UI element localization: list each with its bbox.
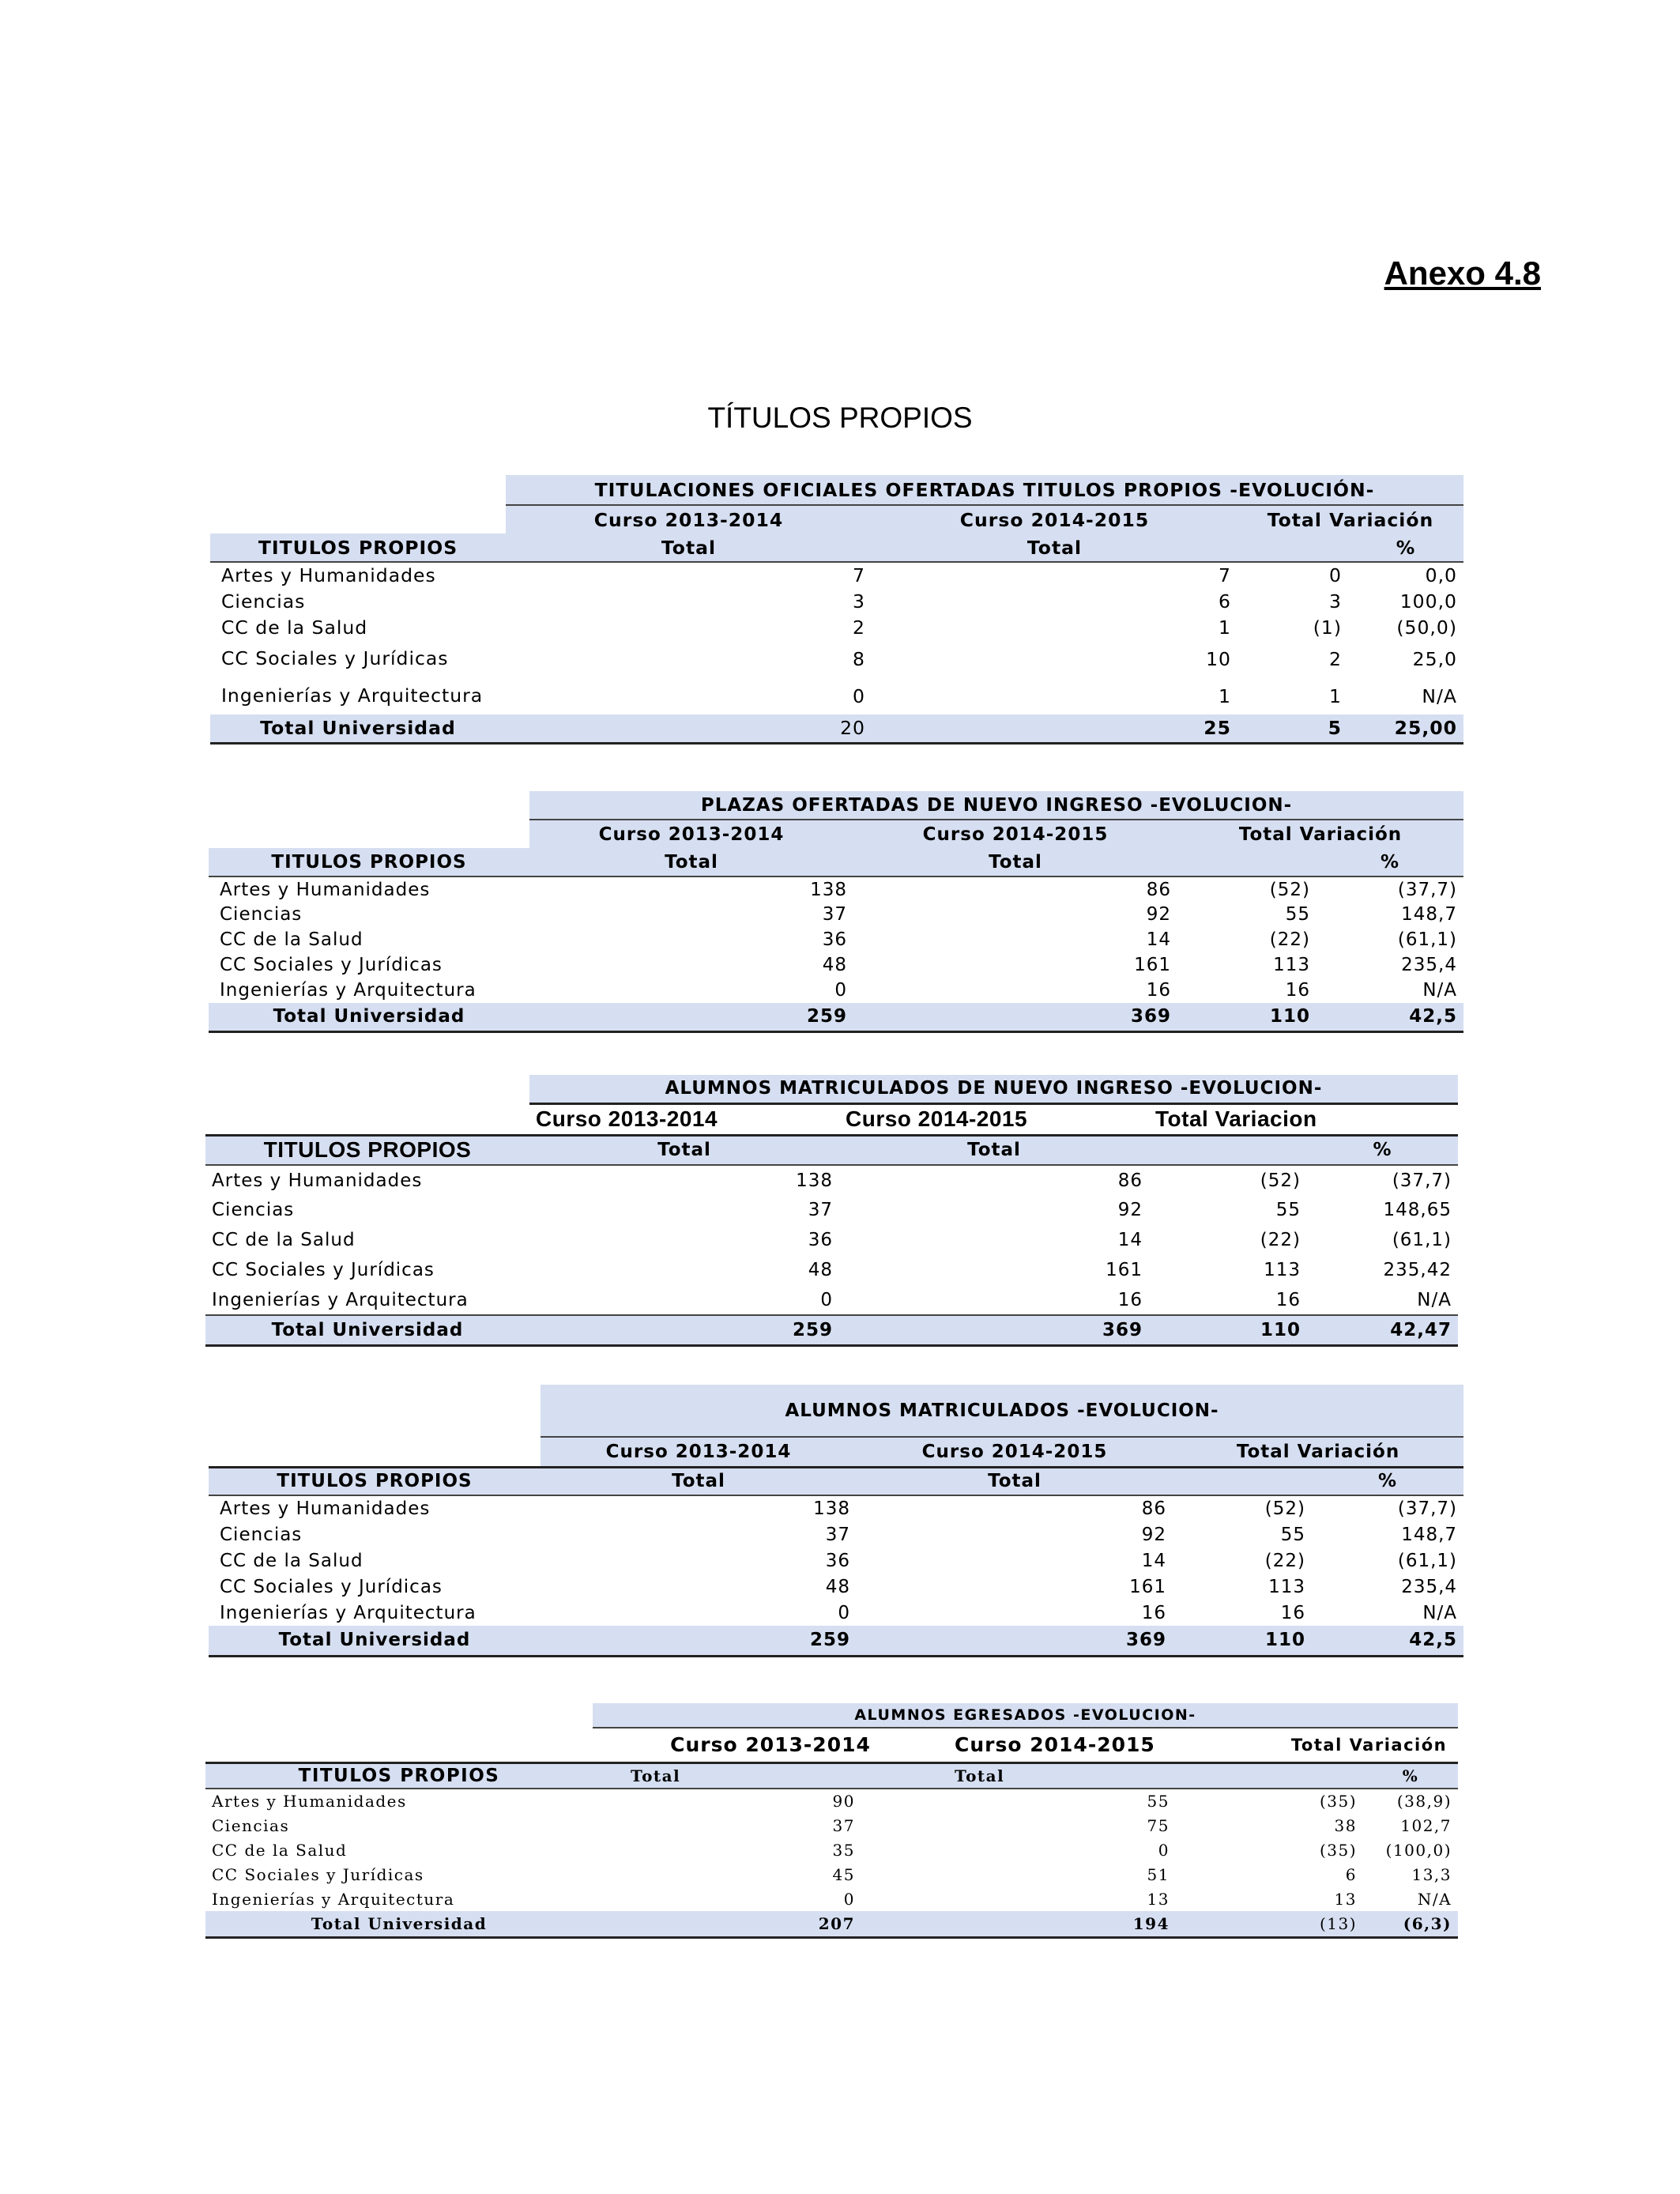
period-header: Total Variacion <box>1155 1106 1317 1131</box>
cell: 37 <box>808 1200 833 1220</box>
cell: 14 <box>1117 1230 1143 1250</box>
period-header: Total Variación <box>1237 505 1463 533</box>
cell: 14 <box>1146 929 1171 950</box>
subheader: % <box>1348 533 1463 562</box>
row-label: Ciencias <box>212 1815 290 1835</box>
subheader: Total <box>529 848 853 876</box>
row-label: Artes y Humanidades <box>221 564 436 586</box>
row-label: Artes y Humanidades <box>212 1170 423 1191</box>
total-cell: 259 <box>809 1630 850 1651</box>
cell: (1) <box>1313 616 1342 639</box>
annex-label: Anexo 4.8 <box>1384 254 1541 292</box>
total-cell: 369 <box>1102 1319 1143 1340</box>
total-cell: 369 <box>1130 1006 1171 1027</box>
cell: 13,3 <box>1411 1864 1452 1884</box>
cell: 92 <box>1146 904 1171 925</box>
cell: 161 <box>1129 1576 1166 1597</box>
cell: 48 <box>822 955 847 975</box>
cell: 16 <box>1146 980 1171 1001</box>
cell: (35) <box>1319 1840 1357 1860</box>
row-label: CC Sociales y Jurídicas <box>212 1864 424 1884</box>
cell: (37,7) <box>1397 1498 1458 1519</box>
table-row <box>210 677 1463 714</box>
row-header: TITULOS PROPIOS <box>205 1762 593 1789</box>
period-header: Total Variación <box>1173 1437 1463 1467</box>
period-header: Curso 2013-2014 <box>536 1106 718 1131</box>
cell: 2 <box>853 616 865 639</box>
table-row <box>209 978 1463 1003</box>
row-label: Ingenierías y Arquitectura <box>205 1285 529 1315</box>
cell: 113 <box>1273 955 1310 975</box>
cell: 55 <box>1147 1792 1170 1811</box>
period-header: Curso 2013-2014 <box>506 505 872 533</box>
cell: 16 <box>839 1285 1149 1315</box>
row-header: TITULOS PROPIOS <box>209 848 529 876</box>
period-header: Curso 2013-2014 <box>529 820 853 848</box>
cell: (50,0) <box>1396 616 1457 639</box>
cell: 235,42 <box>1383 1260 1452 1280</box>
table-row <box>205 1285 1458 1315</box>
row-label: Artes y Humanidades <box>220 1498 431 1519</box>
row-label: Ciencias <box>220 904 303 925</box>
row-label: Ingenierías y Arquitectura <box>221 684 484 707</box>
total-row <box>205 1911 1458 1937</box>
cell: 0,0 <box>1425 564 1457 586</box>
period-header: Curso 2014-2015 <box>853 820 1177 848</box>
subheader: Total <box>593 1762 948 1789</box>
subheader: % <box>1317 848 1463 876</box>
table-row <box>209 902 1463 927</box>
row-header: TITULOS PROPIOS <box>210 533 506 562</box>
cell: 0 <box>529 1285 839 1315</box>
cell: 161 <box>1106 1260 1143 1280</box>
cell: 48 <box>825 1576 850 1597</box>
period-header: Curso 2014-2015 <box>948 1728 1280 1762</box>
row-label: CC de la Salud <box>220 1550 363 1571</box>
table-row <box>210 562 1463 588</box>
table-title: PLAZAS OFERTADAS DE NUEVO INGRESO -EVOLUCION- <box>529 791 1463 820</box>
row-label: Artes y Humanidades <box>220 879 431 900</box>
cell: 10 <box>1206 647 1231 670</box>
total-cell: 42,47 <box>1390 1319 1452 1340</box>
total-cell: 20 <box>840 717 865 740</box>
total-row <box>210 714 1463 743</box>
cell: 1 <box>1219 616 1231 639</box>
table-row <box>205 1195 1458 1225</box>
table-egresados <box>205 1703 1458 1939</box>
subheader: % <box>1312 1467 1463 1495</box>
cell: 48 <box>808 1260 833 1280</box>
cell: (37,7) <box>1392 1170 1452 1191</box>
cell: 3 <box>853 590 865 613</box>
cell: 235,4 <box>1401 955 1458 975</box>
period-header: Curso 2014-2015 <box>857 1437 1173 1467</box>
cell: 37 <box>822 904 847 925</box>
cell: 1 <box>1219 684 1231 707</box>
cell: 90 <box>832 1792 855 1811</box>
cell: 138 <box>810 879 847 900</box>
row-label: Ingenierías y Arquitectura <box>220 980 477 1001</box>
cell: 55 <box>1280 1524 1305 1545</box>
cell: (37,7) <box>1397 879 1458 900</box>
row-label: Ciencias <box>220 1524 303 1545</box>
cell: (61,1) <box>1397 929 1458 950</box>
total-label: Total Universidad <box>271 1319 464 1340</box>
subheader: Total <box>506 533 872 562</box>
table-row <box>209 1521 1463 1547</box>
cell: 138 <box>813 1498 850 1519</box>
cell: 14 <box>1141 1550 1166 1571</box>
cell: 0 <box>1158 1840 1170 1860</box>
cell: 92 <box>1117 1200 1143 1220</box>
table-row <box>205 1862 1458 1887</box>
table-row <box>210 614 1463 640</box>
table-row <box>205 1225 1458 1255</box>
cell: 100,0 <box>1399 590 1457 613</box>
cell: 25,0 <box>1412 647 1457 670</box>
cell: (52) <box>1269 879 1310 900</box>
cell: 86 <box>1117 1170 1143 1191</box>
cell: 113 <box>1268 1576 1305 1597</box>
total-cell: 194 <box>1132 1913 1170 1933</box>
cell: (22) <box>1269 929 1310 950</box>
table-row <box>205 1838 1458 1862</box>
subheader: Total <box>948 1762 1280 1789</box>
cell: 2 <box>1329 647 1342 670</box>
cell: N/A <box>1422 684 1457 707</box>
cell: (61,1) <box>1392 1230 1452 1250</box>
cell: 0 <box>834 980 847 1001</box>
total-cell: 110 <box>1260 1319 1301 1340</box>
table-row <box>209 1574 1463 1600</box>
cell: 37 <box>825 1524 850 1545</box>
table-matriculados-nuevo-ingreso <box>205 1075 1458 1347</box>
cell: 1 <box>1329 684 1342 707</box>
total-cell: 25,00 <box>1394 717 1457 740</box>
subheader: Total <box>853 848 1177 876</box>
row-header: TITULOS PROPIOS <box>209 1467 541 1495</box>
cell: N/A <box>1307 1285 1458 1315</box>
period-header: Curso 2013-2014 <box>593 1728 948 1762</box>
cell: 86 <box>1146 879 1171 900</box>
cell: 0 <box>1329 564 1342 586</box>
cell: 92 <box>1141 1524 1166 1545</box>
total-cell: 110 <box>1264 1630 1305 1651</box>
cell: 138 <box>796 1170 833 1191</box>
cell: 0 <box>853 684 865 707</box>
cell: 35 <box>832 1840 855 1860</box>
cell: (52) <box>1260 1170 1301 1191</box>
cell: (35) <box>1319 1792 1357 1811</box>
period-header: Total Variación <box>1280 1728 1458 1762</box>
table-row <box>205 1789 1458 1813</box>
cell: 0 <box>838 1602 850 1623</box>
cell: N/A <box>1422 1602 1458 1623</box>
subheader: Total <box>857 1467 1173 1495</box>
row-label: Artes y Humanidades <box>212 1792 407 1811</box>
cell: 86 <box>1141 1498 1166 1519</box>
total-cell: (13) <box>1319 1913 1357 1933</box>
cell: 148,65 <box>1383 1200 1452 1220</box>
cell: N/A <box>1422 980 1458 1001</box>
cell: 7 <box>1219 564 1231 586</box>
total-label: Total Universidad <box>273 1006 465 1027</box>
cell: 16 <box>1141 1602 1166 1623</box>
cell: 161 <box>1134 955 1171 975</box>
table-row <box>205 1255 1458 1285</box>
cell: 0 <box>843 1889 855 1909</box>
total-row <box>205 1315 1458 1345</box>
row-label: CC Sociales y Jurídicas <box>221 647 449 669</box>
total-cell: 259 <box>792 1319 833 1340</box>
cell: 102,7 <box>1400 1815 1452 1835</box>
subheader: Total <box>529 1135 839 1165</box>
cell: (61,1) <box>1397 1550 1458 1571</box>
table-row <box>210 588 1463 614</box>
row-label: CC de la Salud <box>212 1230 356 1250</box>
table-matriculados <box>209 1385 1463 1657</box>
total-cell: 5 <box>1328 717 1342 740</box>
total-cell: (6,3) <box>1403 1913 1452 1933</box>
cell: 45 <box>832 1864 855 1884</box>
subheader: Total <box>839 1135 1149 1165</box>
cell: 7 <box>853 564 865 586</box>
row-label: Ciencias <box>221 590 306 613</box>
cell: (100,0) <box>1385 1840 1452 1860</box>
table-row <box>210 640 1463 677</box>
total-row <box>209 1003 1463 1031</box>
row-label: CC de la Salud <box>212 1840 348 1860</box>
total-row <box>209 1626 1463 1656</box>
cell: 55 <box>1275 1200 1301 1220</box>
cell: 13 <box>1147 1889 1170 1909</box>
cell: 38 <box>1334 1815 1357 1835</box>
total-cell: 259 <box>806 1006 847 1027</box>
period-header: Curso 2014-2015 <box>872 505 1237 533</box>
table-row <box>205 1813 1458 1838</box>
cell: 148,7 <box>1401 904 1458 925</box>
total-cell: 42,5 <box>1409 1630 1458 1651</box>
table-title: TITULACIONES OFICIALES OFERTADAS TITULOS PROPIOS -EVOLUCIÓN- <box>506 475 1463 505</box>
cell: (38,9) <box>1396 1792 1452 1811</box>
row-label: CC Sociales y Jurídicas <box>220 1576 443 1597</box>
subheader: Total <box>541 1467 857 1495</box>
row-label: CC Sociales y Jurídicas <box>220 955 443 975</box>
row-label: Ingenierías y Arquitectura <box>212 1889 455 1909</box>
cell: 113 <box>1264 1260 1301 1280</box>
table-titulaciones-ofertadas <box>210 475 1463 745</box>
cell: (22) <box>1260 1230 1301 1250</box>
subheader: % <box>1363 1762 1458 1789</box>
table-row <box>205 1165 1458 1195</box>
total-label: Total Universidad <box>311 1913 488 1933</box>
table-row <box>205 1887 1458 1911</box>
cell: 235,4 <box>1401 1576 1458 1597</box>
row-label: Ingenierías y Arquitectura <box>220 1602 477 1623</box>
row-header: TITULOS PROPIOS <box>205 1135 529 1165</box>
total-cell: 369 <box>1125 1630 1166 1651</box>
row-label: CC Sociales y Jurídicas <box>212 1260 435 1280</box>
table-row <box>209 1495 1463 1521</box>
cell: 16 <box>1149 1285 1307 1315</box>
cell: 6 <box>1219 590 1231 613</box>
table-plazas-ofertadas <box>209 791 1463 1033</box>
table-row <box>209 1600 1463 1626</box>
table-title: ALUMNOS MATRICULADOS DE NUEVO INGRESO -EVOLUCION- <box>529 1075 1458 1103</box>
cell: (22) <box>1264 1550 1305 1571</box>
period-header: Curso 2014-2015 <box>846 1106 1028 1131</box>
cell: 37 <box>832 1815 855 1835</box>
cell: 16 <box>1285 980 1310 1001</box>
cell: (52) <box>1264 1498 1305 1519</box>
table-row <box>209 876 1463 902</box>
subheader: % <box>1307 1135 1458 1165</box>
total-cell: 42,5 <box>1409 1006 1458 1027</box>
cell: 36 <box>822 929 847 950</box>
total-label: Total Universidad <box>278 1630 471 1651</box>
cell: 6 <box>1345 1864 1357 1884</box>
table-row <box>209 952 1463 978</box>
total-cell: 25 <box>1203 717 1231 740</box>
period-header: Total Variación <box>1177 820 1463 848</box>
page-title: TÍTULOS PROPIOS <box>707 401 973 434</box>
cell: 51 <box>1147 1864 1170 1884</box>
total-cell: 110 <box>1269 1006 1310 1027</box>
cell: N/A <box>1417 1889 1452 1909</box>
cell: 55 <box>1285 904 1310 925</box>
total-label: Total Universidad <box>260 717 456 740</box>
cell: 16 <box>1280 1602 1305 1623</box>
total-cell: 207 <box>818 1913 855 1933</box>
row-label: CC de la Salud <box>221 616 368 639</box>
cell: 36 <box>808 1230 833 1250</box>
cell: 75 <box>1147 1815 1170 1835</box>
cell: 36 <box>825 1550 850 1571</box>
period-header: Curso 2013-2014 <box>541 1437 857 1467</box>
subheader: Total <box>872 533 1237 562</box>
row-label: Ciencias <box>212 1200 295 1220</box>
cell: 8 <box>853 647 865 670</box>
table-row <box>209 927 1463 952</box>
row-label: CC de la Salud <box>220 929 363 950</box>
cell: 13 <box>1334 1889 1357 1909</box>
cell: 148,7 <box>1401 1524 1458 1545</box>
table-title: ALUMNOS MATRICULADOS -EVOLUCION- <box>541 1385 1463 1437</box>
table-title: ALUMNOS EGRESADOS -EVOLUCION- <box>593 1703 1458 1728</box>
table-row <box>209 1547 1463 1574</box>
cell: 3 <box>1329 590 1342 613</box>
